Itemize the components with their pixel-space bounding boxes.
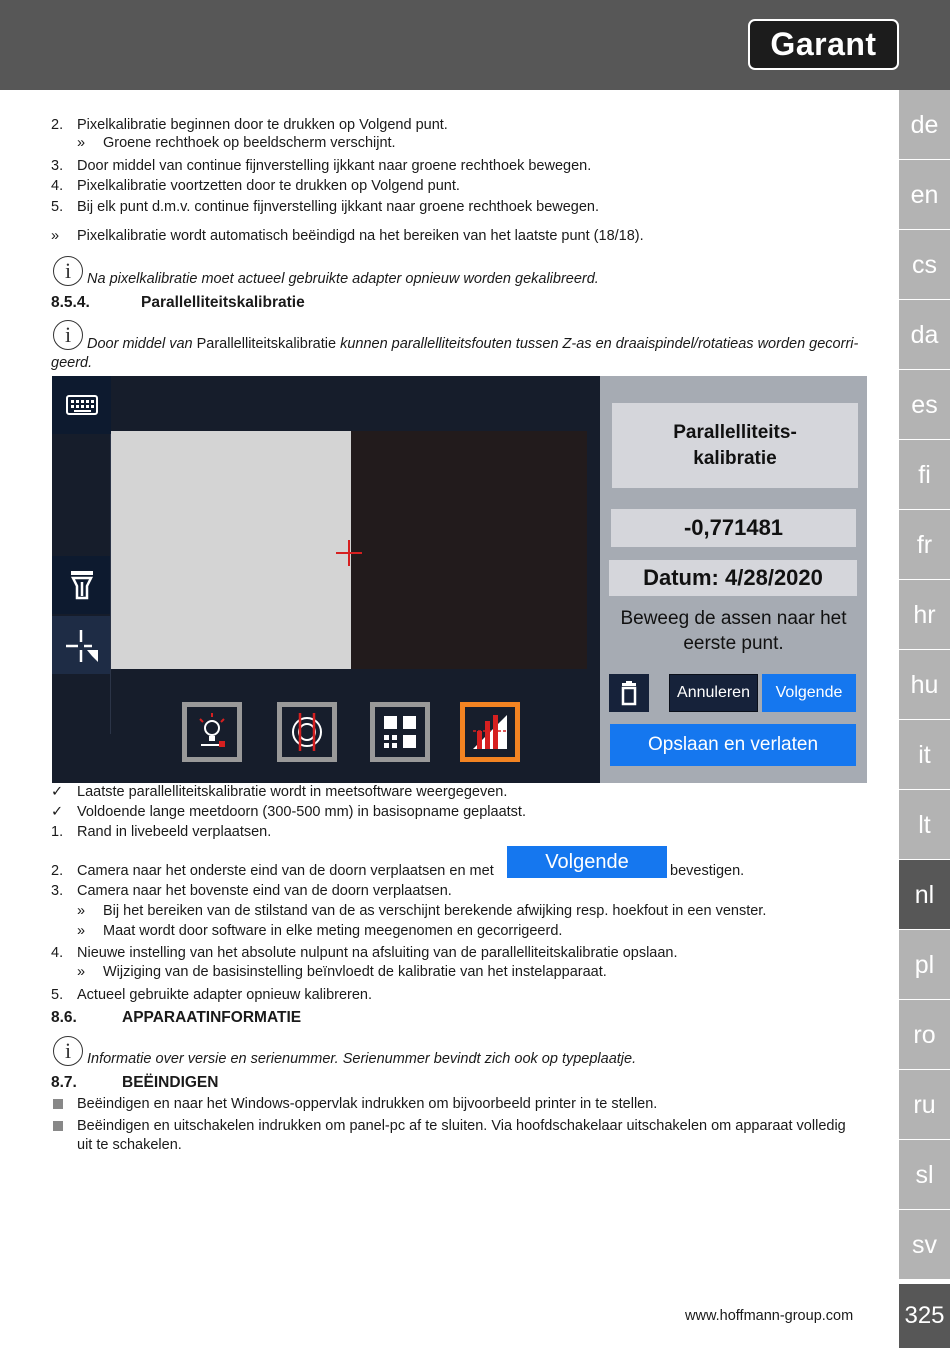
language-tab-sv[interactable]: sv: [899, 1210, 950, 1280]
instruction-text: [600, 606, 867, 656]
step-text: Rand in livebeeld verplaatsen.: [77, 824, 272, 840]
light-button[interactable]: [182, 702, 242, 762]
result-text: Bij het bereiken van de stilstand van de as verschijnt berekende afwijking resp. hoekfout in een venster.: [103, 903, 767, 919]
step-number: 4.: [51, 178, 64, 194]
section-title: BEËINDIGEN: [122, 1074, 219, 1091]
language-tab-pl[interactable]: pl: [899, 930, 950, 1000]
note-prefix: Door middel van: [87, 336, 193, 352]
volgende-button-image: Volgende: [507, 846, 667, 878]
grid-button[interactable]: [370, 702, 430, 762]
date-display: [609, 560, 857, 596]
step-number: 2.: [51, 117, 64, 133]
spindle-icon: [282, 707, 332, 757]
software-sidebar: [52, 376, 111, 783]
note-pixel: Na pixelkalibratie moet actueel gebruikte adapter opnieuw worden gekalibreerd.: [87, 271, 599, 287]
keyboard-button[interactable]: [52, 376, 111, 434]
save-and-exit-button[interactable]: Opslaan en verlaten: [610, 724, 856, 766]
language-tab-it[interactable]: it: [899, 720, 950, 790]
language-tab-es[interactable]: es: [899, 370, 950, 440]
language-tab-de[interactable]: de: [899, 90, 950, 160]
keyboard-icon: [52, 376, 111, 434]
result-marker: »: [77, 135, 86, 151]
language-tab-ru[interactable]: ru: [899, 1070, 950, 1140]
check-text: Laatste parallelliteitskalibratie wordt in meetsoftware weergegeven.: [77, 784, 508, 800]
language-tab-fr[interactable]: fr: [899, 510, 950, 580]
info-icon: i: [53, 1036, 83, 1066]
calibration-panel: [600, 376, 867, 783]
bullet-square: [53, 1099, 63, 1109]
step-text: Bij elk punt d.m.v. continue fijnverstelling ijkkant naar groene rechthoek bewegen.: [77, 199, 600, 215]
info-icon: i: [53, 320, 83, 350]
parallelism-button[interactable]: [460, 702, 520, 762]
next-button[interactable]: Volgende: [762, 674, 856, 712]
step-number: 5.: [51, 987, 64, 1003]
garant-logo: Garant: [748, 19, 899, 70]
panel-title-line: kalibratie: [693, 448, 777, 469]
tool-holder-icon: [52, 556, 111, 614]
step-number: 3.: [51, 158, 64, 174]
language-tab-cs[interactable]: cs: [899, 230, 950, 300]
bullet-text: Beëindigen en naar het Windows-oppervlak indrukken om bijvoorbeeld printer in te stellen.: [77, 1096, 658, 1112]
check-text: Voldoende lange meetdoorn (300-500 mm) in basisopname geplaatst.: [77, 804, 526, 820]
section-title: APPARAATINFORMATIE: [122, 1009, 302, 1026]
crosshair-vertical: [348, 540, 350, 566]
tool-holder-button[interactable]: [52, 556, 111, 614]
step-number: 5.: [51, 199, 64, 215]
language-tab-fi[interactable]: fi: [899, 440, 950, 510]
check-icon: ✓: [51, 804, 64, 820]
trash-icon: [609, 674, 649, 712]
step-text: Pixelkalibratie voortzetten door te drukken op Volgend punt.: [77, 178, 460, 194]
step-number: 2.: [51, 863, 64, 879]
date-label: Datum:: [643, 565, 719, 590]
bullet-text: Beëindigen en uitschakelen indrukken om panel-pc af te sluiten. Via hoofdschakelaar uitschakelen om apparaat volledig: [77, 1118, 846, 1134]
step-number: 3.: [51, 883, 64, 899]
language-tab-da[interactable]: da: [899, 300, 950, 370]
grid-icon: [375, 707, 425, 757]
panel-title: [612, 403, 858, 488]
software-screenshot: [52, 376, 867, 783]
step-number: 1.: [51, 824, 64, 840]
date-value: 4/28/2020: [725, 565, 823, 590]
light-bulb-icon: [187, 707, 237, 757]
delete-button[interactable]: [609, 674, 649, 712]
result-text: Groene rechthoek op beeldscherm verschijnt.: [103, 135, 396, 151]
result-text: Wijziging van de basisinstelling beïnvloedt de kalibratie van het instelapparaat.: [103, 964, 607, 980]
language-tab-hu[interactable]: hu: [899, 650, 950, 720]
result-marker: »: [51, 228, 60, 244]
note-info: Informatie over versie en serienummer. Serienummer bevindt zich ook op typeplaatje.: [87, 1051, 637, 1067]
result-marker: »: [77, 964, 86, 980]
step-text: Nieuwe instelling van het absolute nulpunt na afsluiting van de parallelliteitskalibratie opslaan.: [77, 945, 678, 961]
result-text: Maat wordt door software in elke meting meegenomen en gecorrigeerd.: [103, 923, 563, 939]
instruction-line: eerste punt.: [683, 633, 784, 654]
result-text: Pixelkalibratie wordt automatisch beëindigd na het bereiken van het laatste punt (18/18).: [77, 228, 644, 244]
header-bar: [0, 0, 950, 90]
note-parallel: [87, 335, 858, 353]
step-text: Actueel gebruikte adapter opnieuw kalibreren.: [77, 987, 373, 1003]
note-term: Parallelliteitskalibratie: [196, 336, 337, 352]
cancel-button[interactable]: Annuleren: [669, 674, 758, 712]
footer-url[interactable]: www.hoffmann-group.com: [685, 1308, 854, 1324]
page-number: 325: [899, 1284, 950, 1348]
bullet-text-continued: uit te schakelen.: [77, 1137, 182, 1153]
live-image-dark: [351, 431, 587, 669]
section-number: 8.6.: [51, 1009, 77, 1026]
language-tab-ro[interactable]: ro: [899, 1000, 950, 1070]
step-text: Door middel van continue fijnverstelling ijkkant naar groene rechthoek bewegen.: [77, 158, 592, 174]
calibration-value: -0,771481: [611, 509, 856, 547]
edge-tool-icon: [52, 616, 111, 674]
edge-tool-button[interactable]: [52, 616, 111, 674]
step-text-end: bevestigen.: [670, 863, 745, 879]
result-marker: »: [77, 903, 86, 919]
spindle-button[interactable]: [277, 702, 337, 762]
language-tab-en[interactable]: en: [899, 160, 950, 230]
language-tab-sl[interactable]: sl: [899, 1140, 950, 1210]
section-number: 8.7.: [51, 1074, 77, 1091]
parallelism-icon: [465, 707, 515, 757]
language-tab-nl[interactable]: nl: [899, 860, 950, 930]
step-number: 4.: [51, 945, 64, 961]
step-text: Pixelkalibratie beginnen door te drukken op Volgend punt.: [77, 117, 448, 133]
info-icon: i: [53, 256, 83, 286]
note-continuation: geerd.: [51, 355, 93, 371]
panel-title-line: Parallelliteits-: [673, 422, 797, 443]
step-text: Camera naar het bovenste eind van de doorn verplaatsen.: [77, 883, 452, 899]
section-title: Parallelliteitskalibratie: [141, 294, 305, 311]
instruction-line: Beweeg de assen naar het: [620, 608, 847, 629]
check-icon: ✓: [51, 784, 64, 800]
step-text: Camera naar het onderste eind van de doorn verplaatsen en met: [77, 863, 494, 879]
note-suffix: kunnen parallelliteitsfouten tussen Z-as en draaispindel/rotatieas worden gecorri-: [340, 336, 859, 352]
bullet-square: [53, 1121, 63, 1131]
live-image-bright: [111, 431, 351, 669]
language-tab-hr[interactable]: hr: [899, 580, 950, 650]
result-marker: »: [77, 923, 86, 939]
language-tab-lt[interactable]: lt: [899, 790, 950, 860]
language-tabs: [899, 90, 950, 1280]
section-number: 8.5.4.: [51, 294, 90, 311]
